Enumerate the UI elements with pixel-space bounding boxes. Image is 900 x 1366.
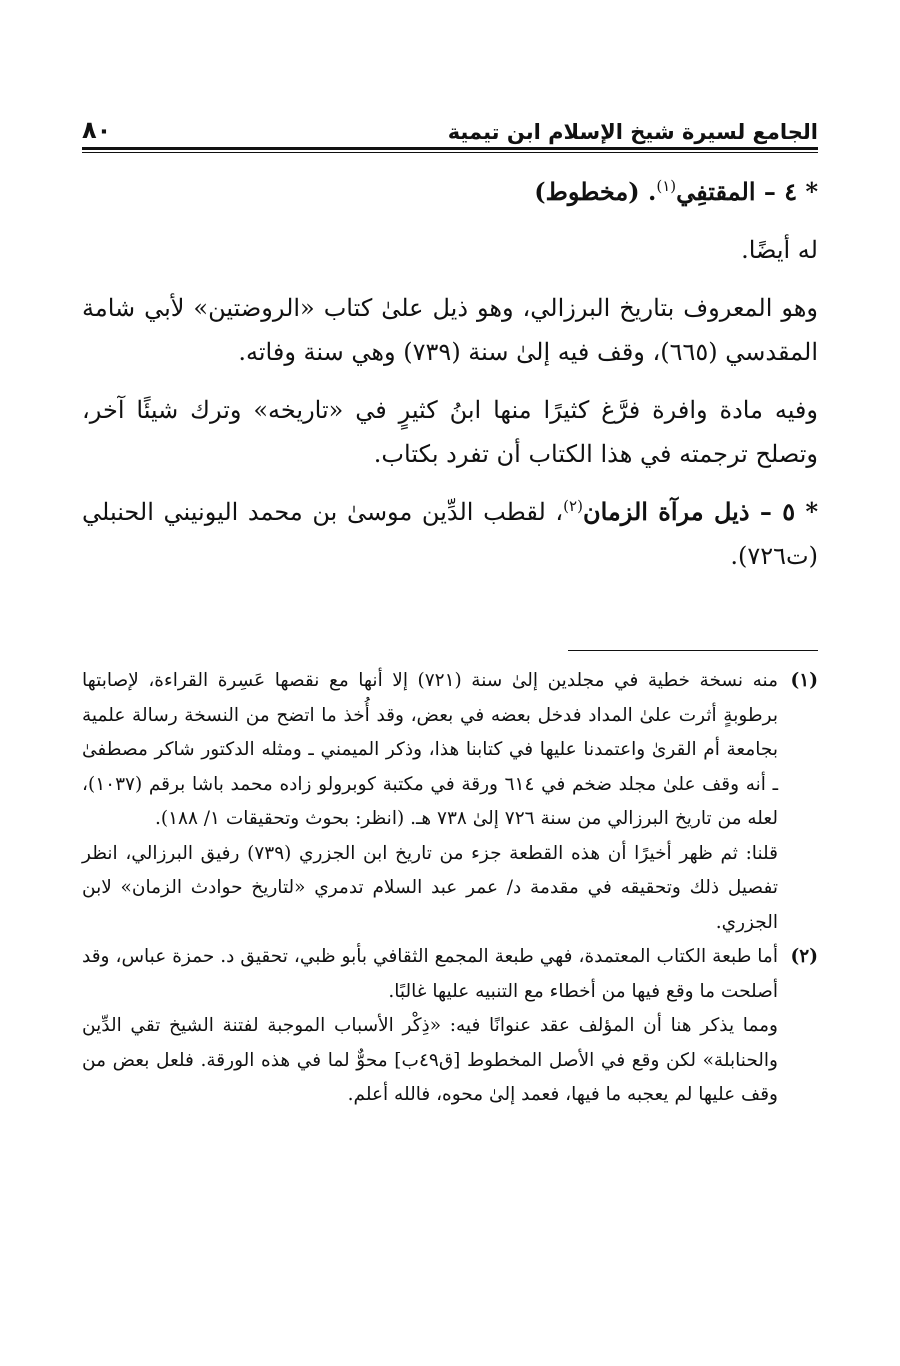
footnote-1-para-2: قلنا: ثم ظهر أخيرًا أن هذه القطعة جزء من تاريخ ابن الجزري (٧٣٩) رفيق البرزالي، انظر تفصيل ذلك وتحقيقه في مقدمة د/ عمر عبد السلام تدمري «لتاريخ حوادث الزمان» لابن الجزري. <box>82 842 778 933</box>
footnote-1-number: (١) <box>790 670 818 691</box>
entry-5-title: * ٥ – ذيل مرآة الزمان <box>582 497 819 526</box>
footnote-1 <box>82 664 818 940</box>
footnote-separator <box>568 650 818 651</box>
page-number: ٨٠ <box>82 116 112 144</box>
footnote-2-number: (٢) <box>790 946 818 967</box>
header-rule-thin <box>82 152 818 153</box>
entry-heading-5 <box>82 490 818 578</box>
footnote-1-body <box>82 664 778 940</box>
footnote-2-body <box>82 940 778 1113</box>
paragraph-known-as: وهو المعروف بتاريخ البرزالي، وهو ذيل علىٰ كتاب «الروضتين» لأبي شامة المقدسي (٦٦٥)، وقف فيه إلىٰ سنة (٧٣٩) وهي سنة وفاته. <box>82 294 818 366</box>
footnote-1-para-1: منه نسخة خطية في مجلدين إلىٰ سنة (٧٢١) إلا أنها مع نقصها عَسِرة القراءة، لإصابتها برطوبةٍ أثرت علىٰ المداد فدخل بعضه في بعض، وقد أُخذ ما اتضح من النسخة رسالة علمية بجامعة أم القرىٰ واعتمدنا عليها في كتابنا هذا، وذكر الميمني ـ ومثله الدكتور شاكر مصطفىٰ ـ أنه وقف علىٰ مجلد ضخم في ٦١٤ ورقة في مكتبة كوبرولو زاده محمد باشا برقم (١٠٣٧)، لعله من تاريخ البرزالي من سنة ٧٢٦ إلىٰ ٧٣٨ هـ. (انظر: بحوث وتحقيقات ١/ ١٨٨). <box>82 670 778 829</box>
footnote-2 <box>82 940 818 1113</box>
footnote-2-para-1: أما طبعة الكتاب المعتمدة، فهي طبعة المجمع الثقافي بأبو ظبي، تحقيق د. حمزة عباس، وقد أصلحت ما وقع فيها من أخطاء مع التنبيه عليها غالبًا. <box>82 946 778 1002</box>
entry-5-rest: ، لقطب الدِّين موسىٰ بن محمد اليونيني الحنبلي (ت٧٢٦). <box>82 498 818 570</box>
footnote-ref-2: (٢) <box>563 497 583 515</box>
entry-4-suffix: . (مخطوط) <box>534 177 657 206</box>
entry-4-title: * ٤ – المقتفِي <box>676 177 818 206</box>
running-title: الجامع لسيرة شيخ الإسلام ابن تيمية <box>447 120 818 144</box>
header-rule-thick <box>82 147 818 150</box>
paragraph-also: له أيضًا. <box>741 236 818 264</box>
main-text <box>82 170 818 592</box>
footnote-2-para-2: ومما يذكر هنا أن المؤلف عقد عنوانًا فيه: «ذِكْر الأسباب الموجبة لفتنة الشيخ تقي الدِّين والحنابلة» لكن وقع في الأصل المخطوط [ق٤٩ب] محوٌّ لما في هذه الورقة. فلعل بعض من وقف عليها لم يعجبه ما فيها، فعمد إلىٰ محوه، فالله أعلم. <box>82 1015 778 1105</box>
running-header <box>82 110 818 144</box>
footnotes <box>82 664 818 1113</box>
entry-heading-4 <box>82 170 818 214</box>
paragraph-material: وفيه مادة وافرة فرَّغ كثيرًا منها ابنُ كثيرٍ في «تاريخه» وترك شيئًا آخر، وتصلح ترجمته في هذا الكتاب أن تفرد بكتاب. <box>82 396 818 468</box>
footnote-ref-1: (١) <box>656 177 677 195</box>
